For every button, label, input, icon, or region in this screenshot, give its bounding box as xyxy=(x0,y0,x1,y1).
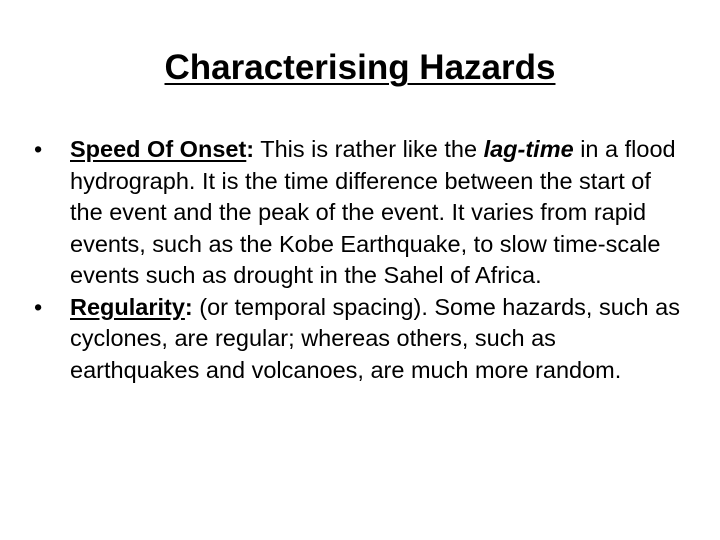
bullet-list xyxy=(34,134,684,386)
slide-title xyxy=(0,44,720,92)
bullet-icon: • xyxy=(34,293,43,320)
bullet-term-colon: : xyxy=(184,293,193,320)
bullet-icon: • xyxy=(34,136,43,162)
bullet-term: Regularity xyxy=(70,293,185,320)
bullet-item-regularity xyxy=(34,292,684,387)
bullet-text: This is rather like the xyxy=(254,136,484,162)
bullet-item-speed-of-onset xyxy=(34,134,684,292)
bullet-term: Speed Of Onset xyxy=(70,136,247,162)
slide-title-text: Characterising Hazards xyxy=(164,48,556,87)
bullet-term-colon: : xyxy=(246,136,255,162)
bullet-emphasis: lag-time xyxy=(483,136,574,162)
bullet-text: (or temporal spacing). Some hazards, such as cyclones, are regular; whereas others, such as earthquakes and volcanoes, are much more random. xyxy=(70,293,680,383)
bullet-text: in a flood hydrograph. It is the time difference between the start of the event and the peak of the event. It varies from rapid events, such as the Kobe Earthquake, to slow time-scale events such as drought in the Sahel of Africa. xyxy=(70,136,676,288)
